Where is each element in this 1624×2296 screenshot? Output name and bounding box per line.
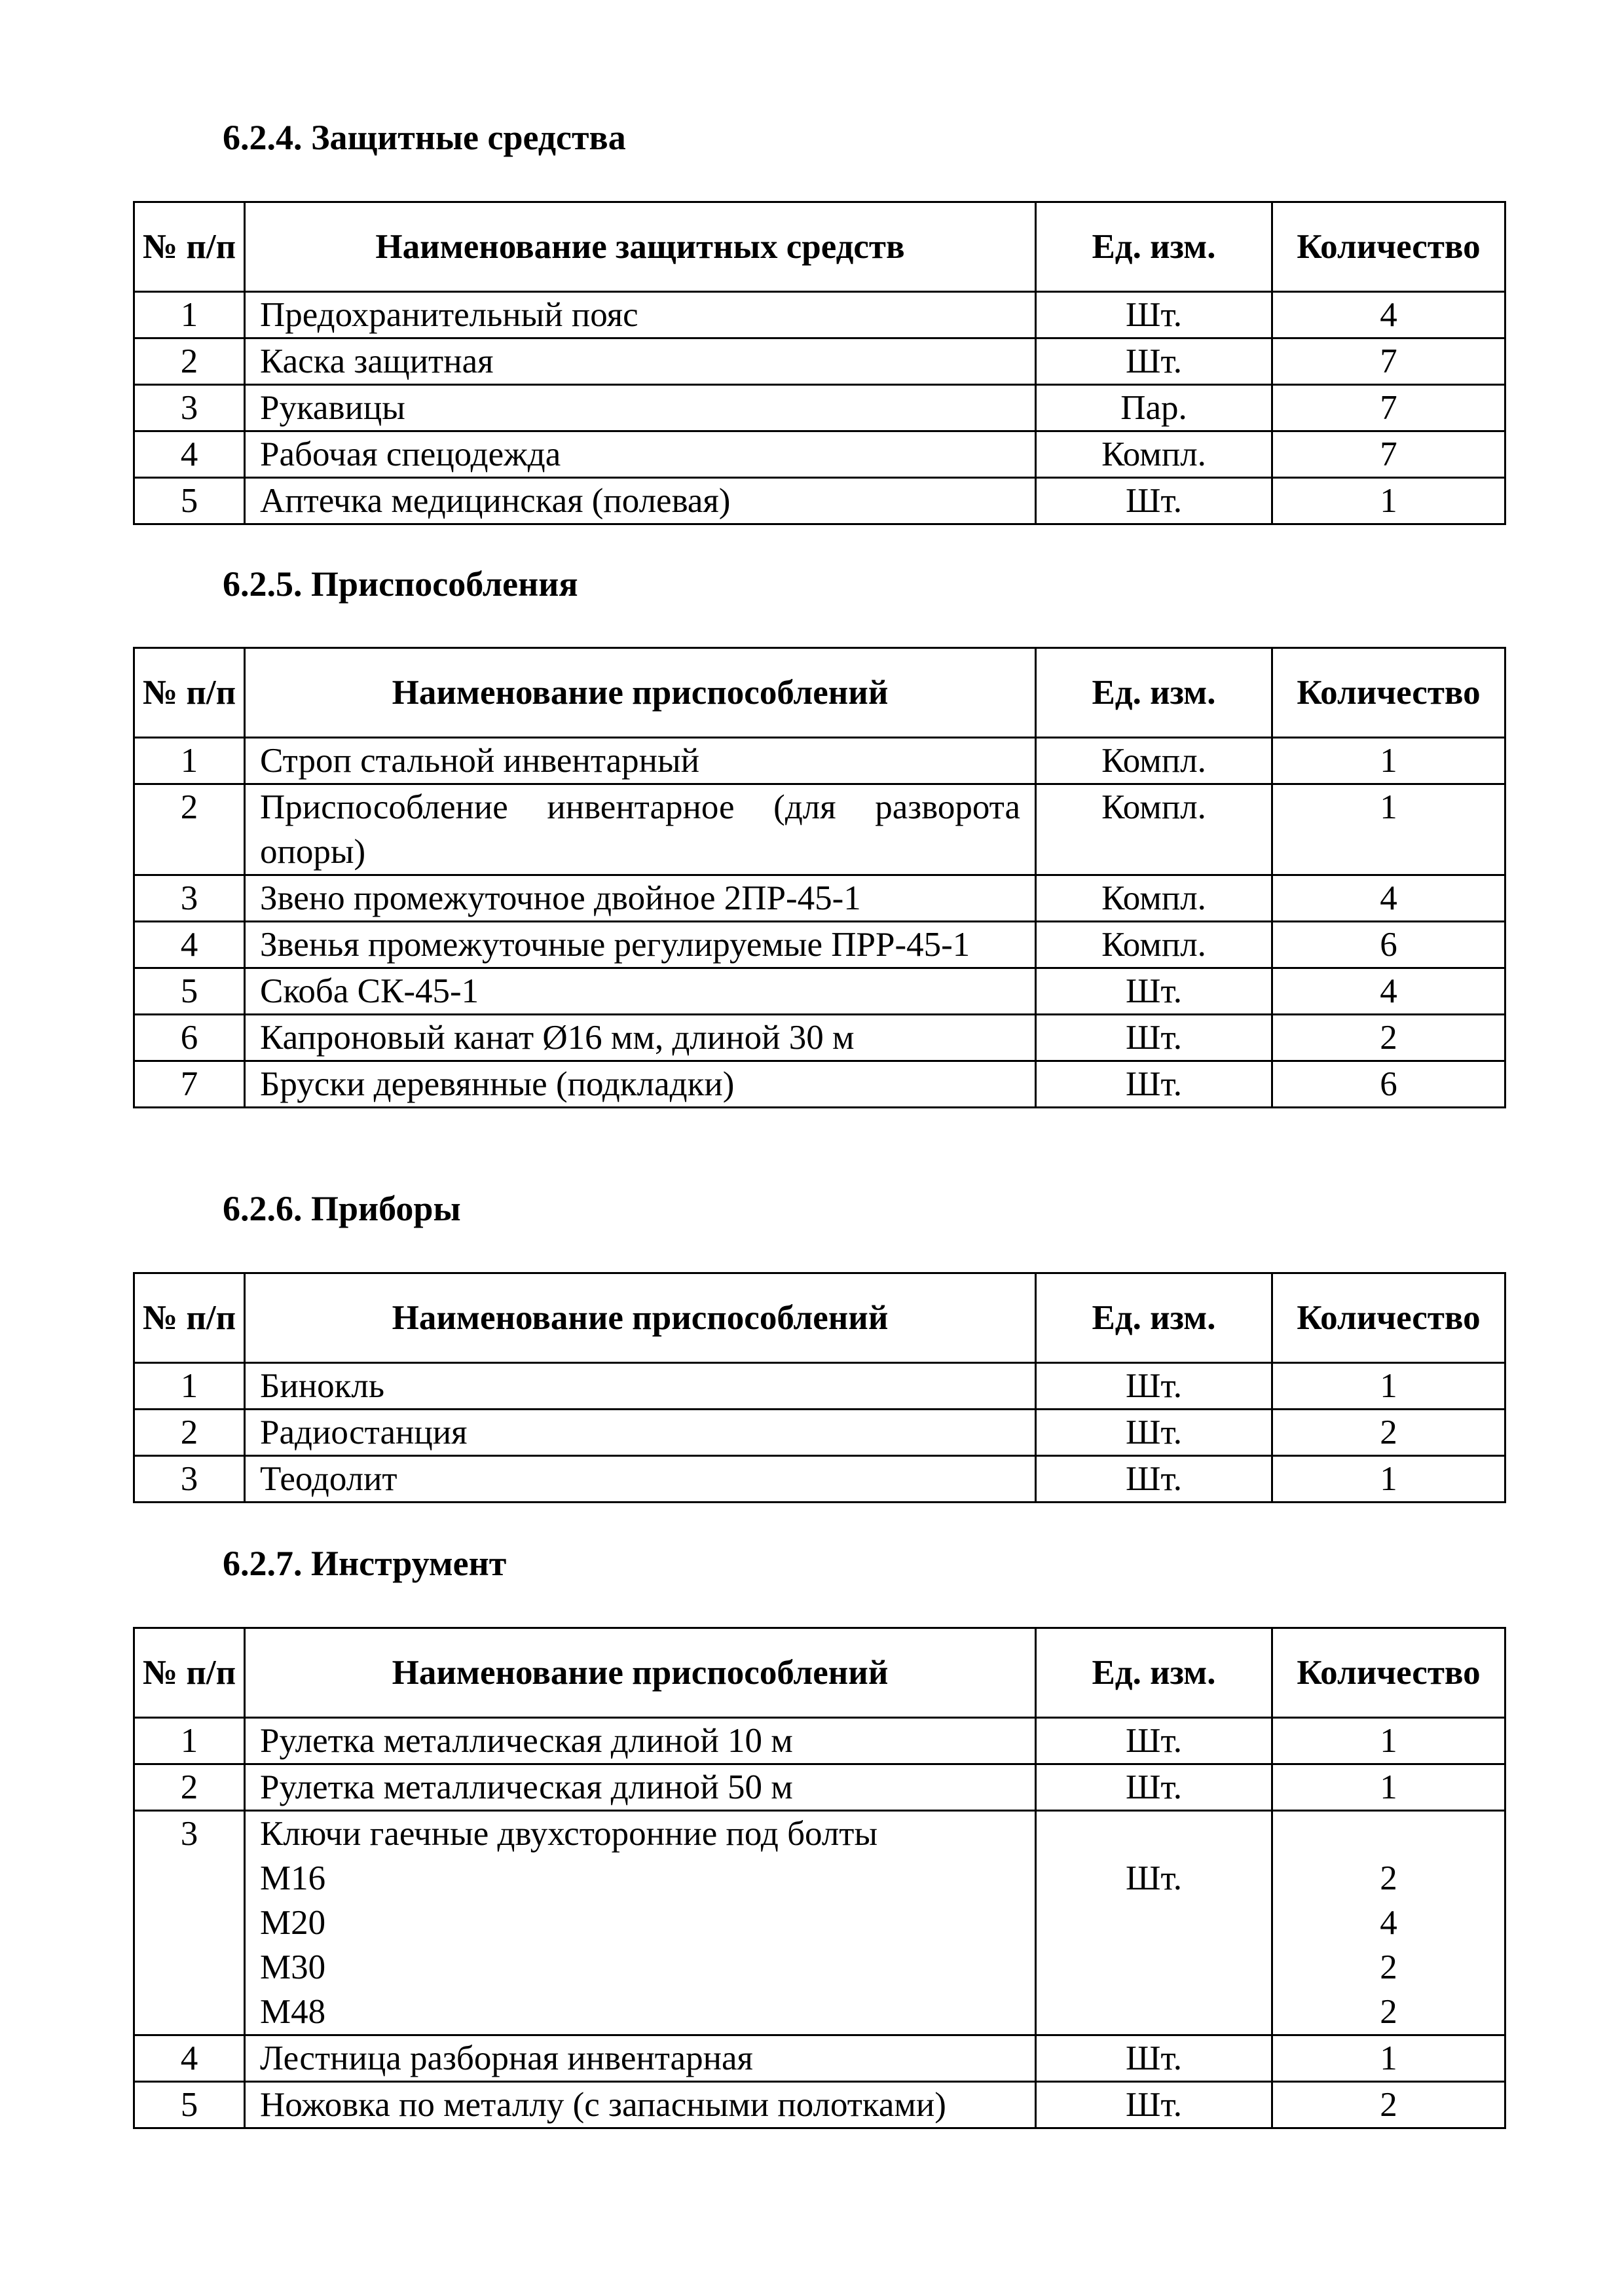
header-num: № п/п	[134, 202, 245, 292]
row-num: 7	[134, 1061, 245, 1108]
bolt-size: М48	[260, 1993, 326, 2031]
row-unit: Шт.	[1036, 1015, 1272, 1061]
row-unit	[1036, 1811, 1272, 2035]
header-quantity: Количество	[1272, 202, 1505, 292]
bolt-size: М16	[260, 1859, 326, 1897]
row-unit: Компл.	[1036, 738, 1272, 784]
table-row	[134, 431, 1505, 478]
tools-table	[133, 1627, 1506, 2129]
row-unit: Компл.	[1036, 922, 1272, 968]
row-quantity	[1272, 1811, 1505, 2035]
instruments-table	[133, 1272, 1506, 1503]
row-num: 1	[134, 1718, 245, 1764]
row-quantity: 4	[1272, 292, 1505, 338]
table-header-row	[134, 202, 1505, 292]
table-row	[134, 292, 1505, 338]
table-row	[134, 968, 1505, 1015]
row-unit: Шт.	[1036, 292, 1272, 338]
row-quantity: 2	[1272, 2082, 1505, 2128]
fixtures-table	[133, 647, 1506, 1108]
row-name	[245, 1811, 1036, 2035]
table-row	[134, 1764, 1505, 1811]
row-num: 1	[134, 1363, 245, 1410]
row-unit: Шт.	[1036, 2082, 1272, 2128]
header-quantity: Количество	[1272, 648, 1505, 738]
table-row	[134, 2035, 1505, 2082]
header-num: № п/п	[134, 648, 245, 738]
table-row	[134, 1061, 1505, 1108]
row-num: 5	[134, 2082, 245, 2128]
row-num: 3	[134, 875, 245, 922]
row-unit: Шт.	[1036, 478, 1272, 524]
bolt-quantity: 2	[1380, 1993, 1397, 2031]
table-row	[134, 1811, 1505, 2035]
row-name: Звено промежуточное двойное 2ПР-45-1	[245, 875, 1036, 922]
row-unit: Шт.	[1036, 968, 1272, 1015]
row-unit: Шт.	[1036, 1456, 1272, 1503]
section-title: 6.2.5. Приспособления	[223, 564, 578, 604]
section-title: 6.2.7. Инструмент	[223, 1544, 507, 1583]
header-name: Наименование защитных средств	[245, 202, 1036, 292]
row-quantity: 1	[1272, 1363, 1505, 1410]
row-unit-text: Шт.	[1126, 1859, 1182, 1897]
row-num: 4	[134, 431, 245, 478]
row-unit: Шт.	[1036, 338, 1272, 385]
row-name: Аптечка медицинская (полевая)	[245, 478, 1036, 524]
table-row	[134, 2082, 1505, 2128]
row-name: Предохранительный пояс	[245, 292, 1036, 338]
row-quantity: 1	[1272, 1456, 1505, 1503]
table-row	[134, 1410, 1505, 1456]
table-row	[134, 338, 1505, 385]
bolt-size: М20	[260, 1904, 326, 1942]
header-unit: Ед. изм.	[1036, 202, 1272, 292]
row-name: Рабочая спецодежда	[245, 431, 1036, 478]
row-name: Бруски деревянные (подкладки)	[245, 1061, 1036, 1108]
row-num: 6	[134, 1015, 245, 1061]
header-quantity: Количество	[1272, 1628, 1505, 1718]
table-header-row	[134, 1628, 1505, 1718]
table-row	[134, 1363, 1505, 1410]
row-name: Каска защитная	[245, 338, 1036, 385]
row-unit: Компл.	[1036, 875, 1272, 922]
header-name: Наименование приспособлений	[245, 648, 1036, 738]
row-num: 3	[134, 1456, 245, 1503]
row-unit: Шт.	[1036, 1764, 1272, 1811]
table-row	[134, 784, 1505, 875]
row-num: 3	[134, 385, 245, 431]
row-num: 3	[134, 1811, 245, 2035]
section-title: 6.2.4. Защитные средства	[223, 118, 626, 157]
row-num: 2	[134, 1764, 245, 1811]
row-num: 4	[134, 922, 245, 968]
row-name: Теодолит	[245, 1456, 1036, 1503]
row-unit: Компл.	[1036, 431, 1272, 478]
row-quantity: 1	[1272, 1718, 1505, 1764]
row-quantity: 1	[1272, 2035, 1505, 2082]
table-row	[134, 1456, 1505, 1503]
table-row	[134, 385, 1505, 431]
row-quantity: 6	[1272, 1061, 1505, 1108]
table-header-row	[134, 1273, 1505, 1363]
row-quantity: 7	[1272, 431, 1505, 478]
row-num: 4	[134, 2035, 245, 2082]
row-unit: Шт.	[1036, 1363, 1272, 1410]
header-num: № п/п	[134, 1628, 245, 1718]
bolt-quantity: 2	[1380, 1859, 1397, 1897]
table-row	[134, 1015, 1505, 1061]
row-name: Рулетка металлическая длиной 10 м	[245, 1718, 1036, 1764]
table-row	[134, 922, 1505, 968]
bolt-quantity: 2	[1380, 1948, 1397, 1986]
table-row	[134, 875, 1505, 922]
row-num: 2	[134, 338, 245, 385]
row-unit: Пар.	[1036, 385, 1272, 431]
row-unit: Шт.	[1036, 1410, 1272, 1456]
row-quantity: 4	[1272, 968, 1505, 1015]
row-num: 5	[134, 968, 245, 1015]
row-num: 5	[134, 478, 245, 524]
protective-equipment-table	[133, 201, 1506, 525]
row-quantity: 1	[1272, 738, 1505, 784]
row-quantity: 1	[1272, 478, 1505, 524]
header-num: № п/п	[134, 1273, 245, 1363]
row-name: Радиостанция	[245, 1410, 1036, 1456]
bolt-size: М30	[260, 1948, 326, 1986]
header-unit: Ед. изм.	[1036, 1273, 1272, 1363]
table-row	[134, 738, 1505, 784]
row-unit: Компл.	[1036, 784, 1272, 875]
row-name: Капроновый канат Ø16 мм, длиной 30 м	[245, 1015, 1036, 1061]
row-num: 1	[134, 292, 245, 338]
section-title: 6.2.6. Приборы	[223, 1189, 461, 1228]
row-quantity: 6	[1272, 922, 1505, 968]
row-name: Приспособление инвентарное (для разворота опоры)	[245, 784, 1036, 875]
row-unit: Шт.	[1036, 1718, 1272, 1764]
table-row	[134, 478, 1505, 524]
row-name: Звенья промежуточные регулируемые ПРР-45-1	[245, 922, 1036, 968]
row-name: Ножовка по металлу (с запасными полотками)	[245, 2082, 1036, 2128]
row-name: Рукавицы	[245, 385, 1036, 431]
table-row	[134, 1718, 1505, 1764]
row-quantity: 2	[1272, 1015, 1505, 1061]
row-quantity: 1	[1272, 784, 1505, 875]
row-num: 2	[134, 784, 245, 875]
header-unit: Ед. изм.	[1036, 648, 1272, 738]
row-name-text: Ключи гаечные двухсторонние под болты	[260, 1815, 878, 1853]
row-num: 1	[134, 738, 245, 784]
header-name: Наименование приспособлений	[245, 1273, 1036, 1363]
row-quantity: 4	[1272, 875, 1505, 922]
row-unit: Шт.	[1036, 2035, 1272, 2082]
row-name: Рулетка металлическая длиной 50 м	[245, 1764, 1036, 1811]
row-num: 2	[134, 1410, 245, 1456]
row-quantity: 7	[1272, 338, 1505, 385]
header-unit: Ед. изм.	[1036, 1628, 1272, 1718]
row-quantity: 2	[1272, 1410, 1505, 1456]
table-header-row	[134, 648, 1505, 738]
row-name: Бинокль	[245, 1363, 1036, 1410]
header-quantity: Количество	[1272, 1273, 1505, 1363]
row-unit: Шт.	[1036, 1061, 1272, 1108]
row-name: Скоба СК-45-1	[245, 968, 1036, 1015]
row-quantity: 7	[1272, 385, 1505, 431]
row-name: Строп стальной инвентарный	[245, 738, 1036, 784]
row-quantity: 1	[1272, 1764, 1505, 1811]
header-name: Наименование приспособлений	[245, 1628, 1036, 1718]
row-name: Лестница разборная инвентарная	[245, 2035, 1036, 2082]
bolt-quantity: 4	[1380, 1904, 1397, 1942]
